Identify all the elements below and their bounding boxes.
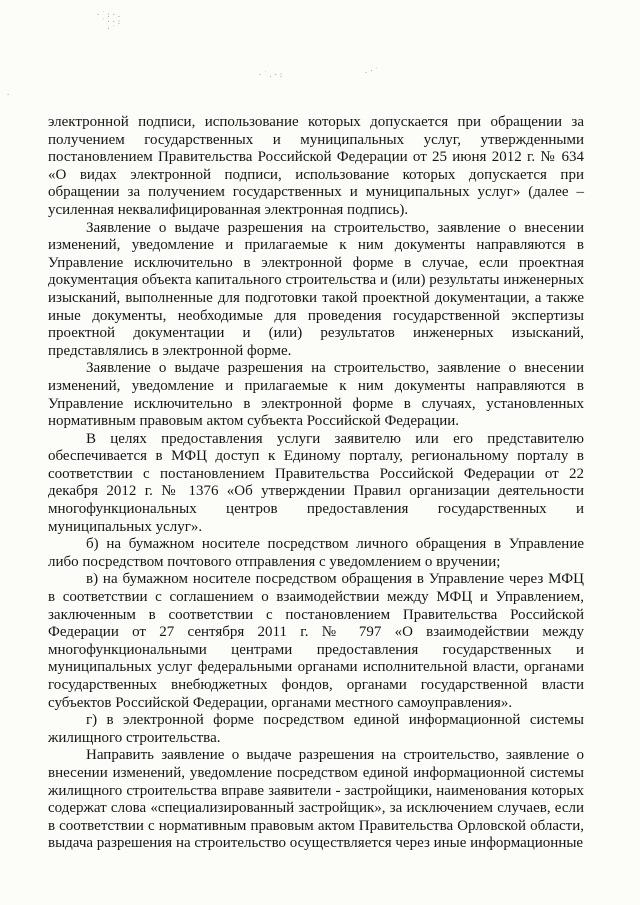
document-body: [48, 114, 584, 853]
scan-noise-top-left: ·˙:·. ˙··: ·˙: [96, 11, 123, 33]
paragraph-7: г) в электронной форме посредством единой информационной системы жилищного строительства.: [48, 712, 584, 746]
paragraph-3: Заявление о выдаче разрешения на строительство, заявление о внесении изменений, уведомление и прилагаемые к ним документы направляются в Управление исключительно в электронной форме в случаях, установленных нормативным правовым актом субъекта Российской Федерации.: [48, 360, 584, 430]
scan-noise-top-right: .·˙: [364, 67, 380, 75]
paragraph-8: Направить заявление о выдаче разрешения на строительство, заявление о внесении изменений, уведомление посредством единой информационной системы жилищного строительства вправе заявители - застройщики, наименования которых содержат слова «специализированный застройщик», за исключением случаев, если в соответствии с нормативным правовым актом Правительства Орловской области, выдача разрешения на строительство осуществляется через иные информационные: [48, 747, 584, 852]
scan-noise-left-edge: ·: [6, 91, 12, 99]
paragraph-5: б) на бумажном носителе посредством личного обращения в Управление либо посредством почтового отправления с уведомлением о вручении;: [48, 536, 584, 570]
scan-noise-top-center: ·˙.·:: [258, 71, 285, 79]
paragraph-1: электронной подписи, использование которых допускается при обращении за получением государственных и муниципальных услуг, утвержденными постановлением Правительства Российской Федерации от 25 июня 2012 г. № 634 «О видах электронной подписи, использование которых допускается при обращении за получением государственных и муниципальных услуг» (далее – усиленная неквалифицированная электронная подпись).: [48, 114, 584, 218]
paragraph-4: В целях предоставления услуги заявителю или его представителю обеспечивается в МФЦ доступ к Единому порталу, региональному порталу в соответствии с постановлением Правительства Российской Федерации от 22 декабря 2012 г. № 1376 «Об утверждении Правил организации деятельности многофункциональных центров предоставления государственных и муниципальных услуг».: [48, 430, 584, 535]
paragraph-6: в) на бумажном носителе посредством обращения в Управление через МФЦ в соответствии с соглашением о взаимодействии между МФЦ и Управлением, заключенным в соответствии с постановлением Правительства Российской Федерации от 27 сентября 2011 г. № 797 «О взаимодействии между многофункциональными центрами предоставления государственных и муниципальных услуг федеральными органами исполнительной власти, органами государственных внебюджетных фондов, органами государственной власти субъектов Российской Федерации, органами местного самоуправления».: [48, 571, 584, 711]
paragraph-2: Заявление о выдаче разрешения на строительство, заявление о внесении изменений, уведомление и прилагаемые к ним документы направляются в Управление исключительно в электронной форме в случае, если проектная документация объекта капитального строительства и (или) результаты инженерных изысканий, выполненные для подготовки такой проектной документации, а также иные документы, необходимые для проведения государственной экспертизы проектной документации и (или) результатов инженерных изысканий, представлялись в электронной форме.: [48, 219, 584, 359]
